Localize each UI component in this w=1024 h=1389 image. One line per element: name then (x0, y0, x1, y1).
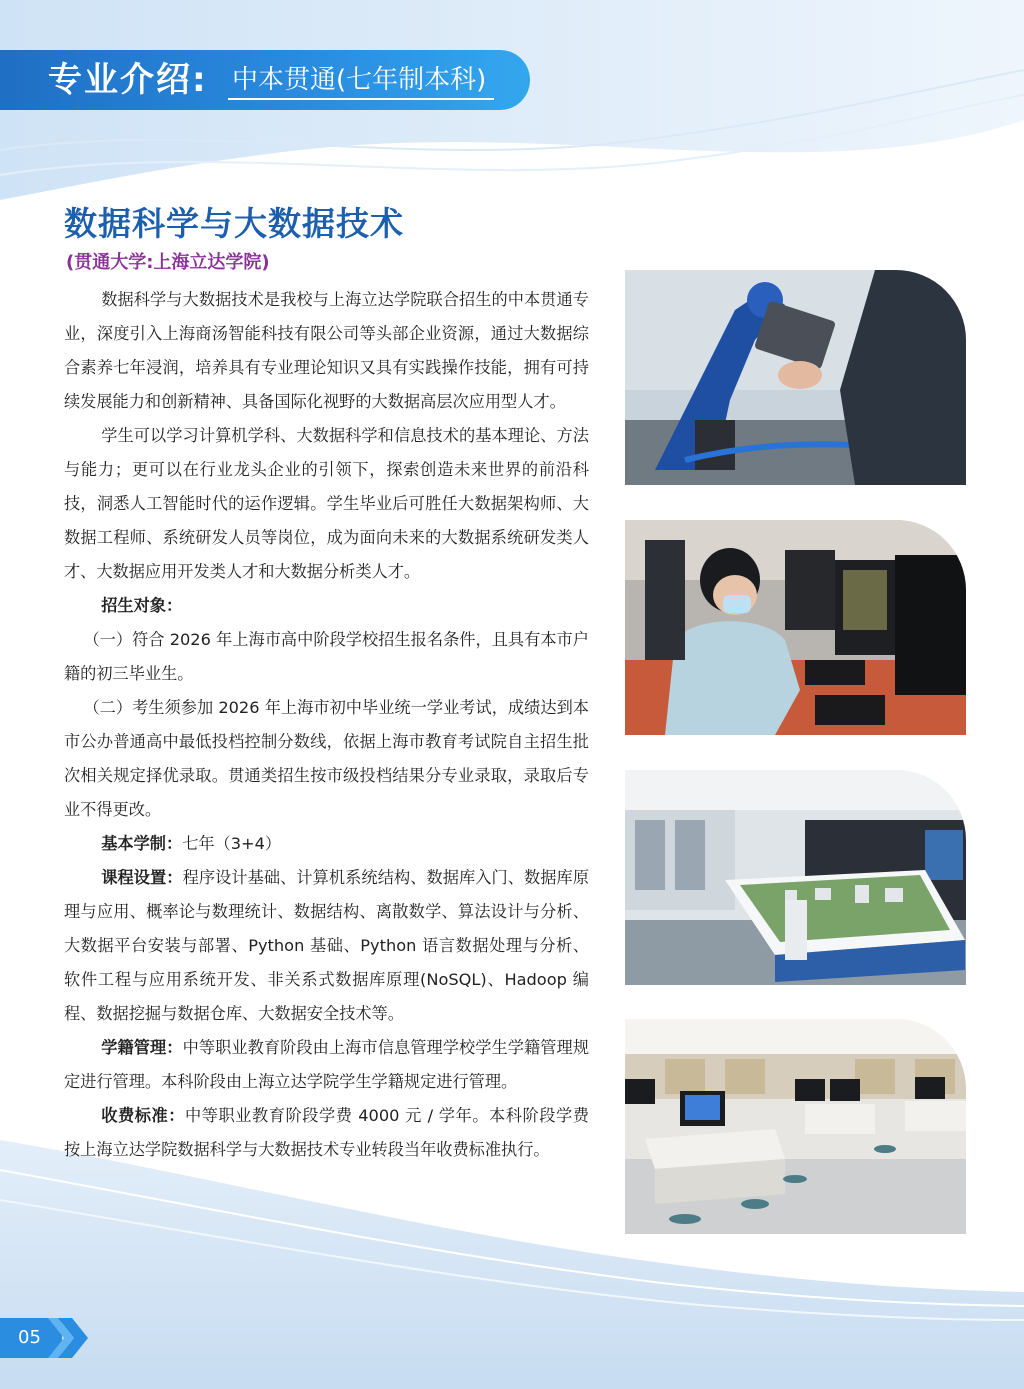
courses-value: 程序设计基础、计算机系统结构、数据库入门、数据库原理与应用、概率论与数理统计、数据结构、离散数学、算法设计与分析、大数据平台安装与部署、Python 基础、Python 语言数据处理与分析、软件工程与应用系统开发、非关系式数据库原理(NoSQL)、Hadoop 编程、数据挖掘与数据仓库、大数据安全技术等。 (64, 868, 590, 1023)
photo-robot-arm (625, 270, 966, 485)
courses-paragraph (64, 861, 589, 1031)
major-title: 数据科学与大数据技术 (64, 204, 404, 243)
page-number: 05 (18, 1327, 41, 1348)
duration-value: 七年（3+4） (182, 834, 282, 853)
header-subtitle: 中本贯通(七年制本科) (228, 64, 494, 100)
enroll-heading (64, 589, 589, 623)
photo-computer-lab (625, 1019, 966, 1234)
enroll-item-1: （一）符合 2026 年上海市高中阶段学校招生报名条件，且具有本市户籍的初三毕业生。 (64, 630, 589, 683)
duration-paragraph (64, 827, 589, 861)
partner-university: (贯通大学:上海立达学院) (66, 252, 270, 273)
photo-student-computer (625, 520, 966, 735)
fee-label: 收费标准： (101, 1106, 186, 1125)
page-number-tab (0, 1318, 92, 1358)
registry-value: 中等职业教育阶段由上海市信息管理学校学生学籍管理规定进行管理。本科阶段由上海立达学院学生学籍规定进行管理。 (64, 1038, 590, 1091)
header-title: 专业介绍: (48, 60, 208, 100)
registry-paragraph (64, 1031, 589, 1099)
intro-paragraph: 数据科学与大数据技术是我校与上海立达学院联合招生的中本贯通专业，深度引入上海商汤智能科技有限公司等头部企业资源，通过大数据综合素养七年浸润，培养具有专业理论知识又具有实践操作技能，拥有可持续发展能力和创新精神、具备国际化视野的大数据高层次应用型人才。 (64, 290, 589, 411)
photo-sandtable-lab (625, 770, 966, 985)
fee-paragraph (64, 1099, 589, 1167)
enroll-item-2: （二）考生须参加 2026 年上海市初中毕业统一学业考试，成绩达到本市公办普通高中最低投档控制分数线，依据上海市教育考试院自主招生批次相关规定择优录取。贯通类招生按市级投档结果分专业录取，录取后专业不得更改。 (64, 698, 589, 819)
enroll-label: 招生对象： (101, 596, 183, 615)
registry-label: 学籍管理： (101, 1038, 183, 1057)
duration-label: 基本学制： (101, 834, 183, 853)
study-paragraph: 学生可以学习计算机学科、大数据科学和信息技术的基本理论、方法与能力；更可以在行业龙头企业的引领下，探索创造未来世界的前沿科技，洞悉人工智能时代的运作逻辑。学生毕业后可胜任大数据架构师、大数据工程师、系统研发人员等岗位，成为面向未来的大数据系统研发类人才、大数据应用开发类人才和大数据分析类人才。 (64, 426, 589, 581)
courses-label: 课程设置： (101, 868, 183, 887)
fee-value: 中等职业教育阶段学费 4000 元 / 学年。本科阶段学费按上海立达学院数据科学与大数据技术专业转段当年收费标准执行。 (64, 1106, 589, 1159)
article-body (64, 283, 589, 1167)
